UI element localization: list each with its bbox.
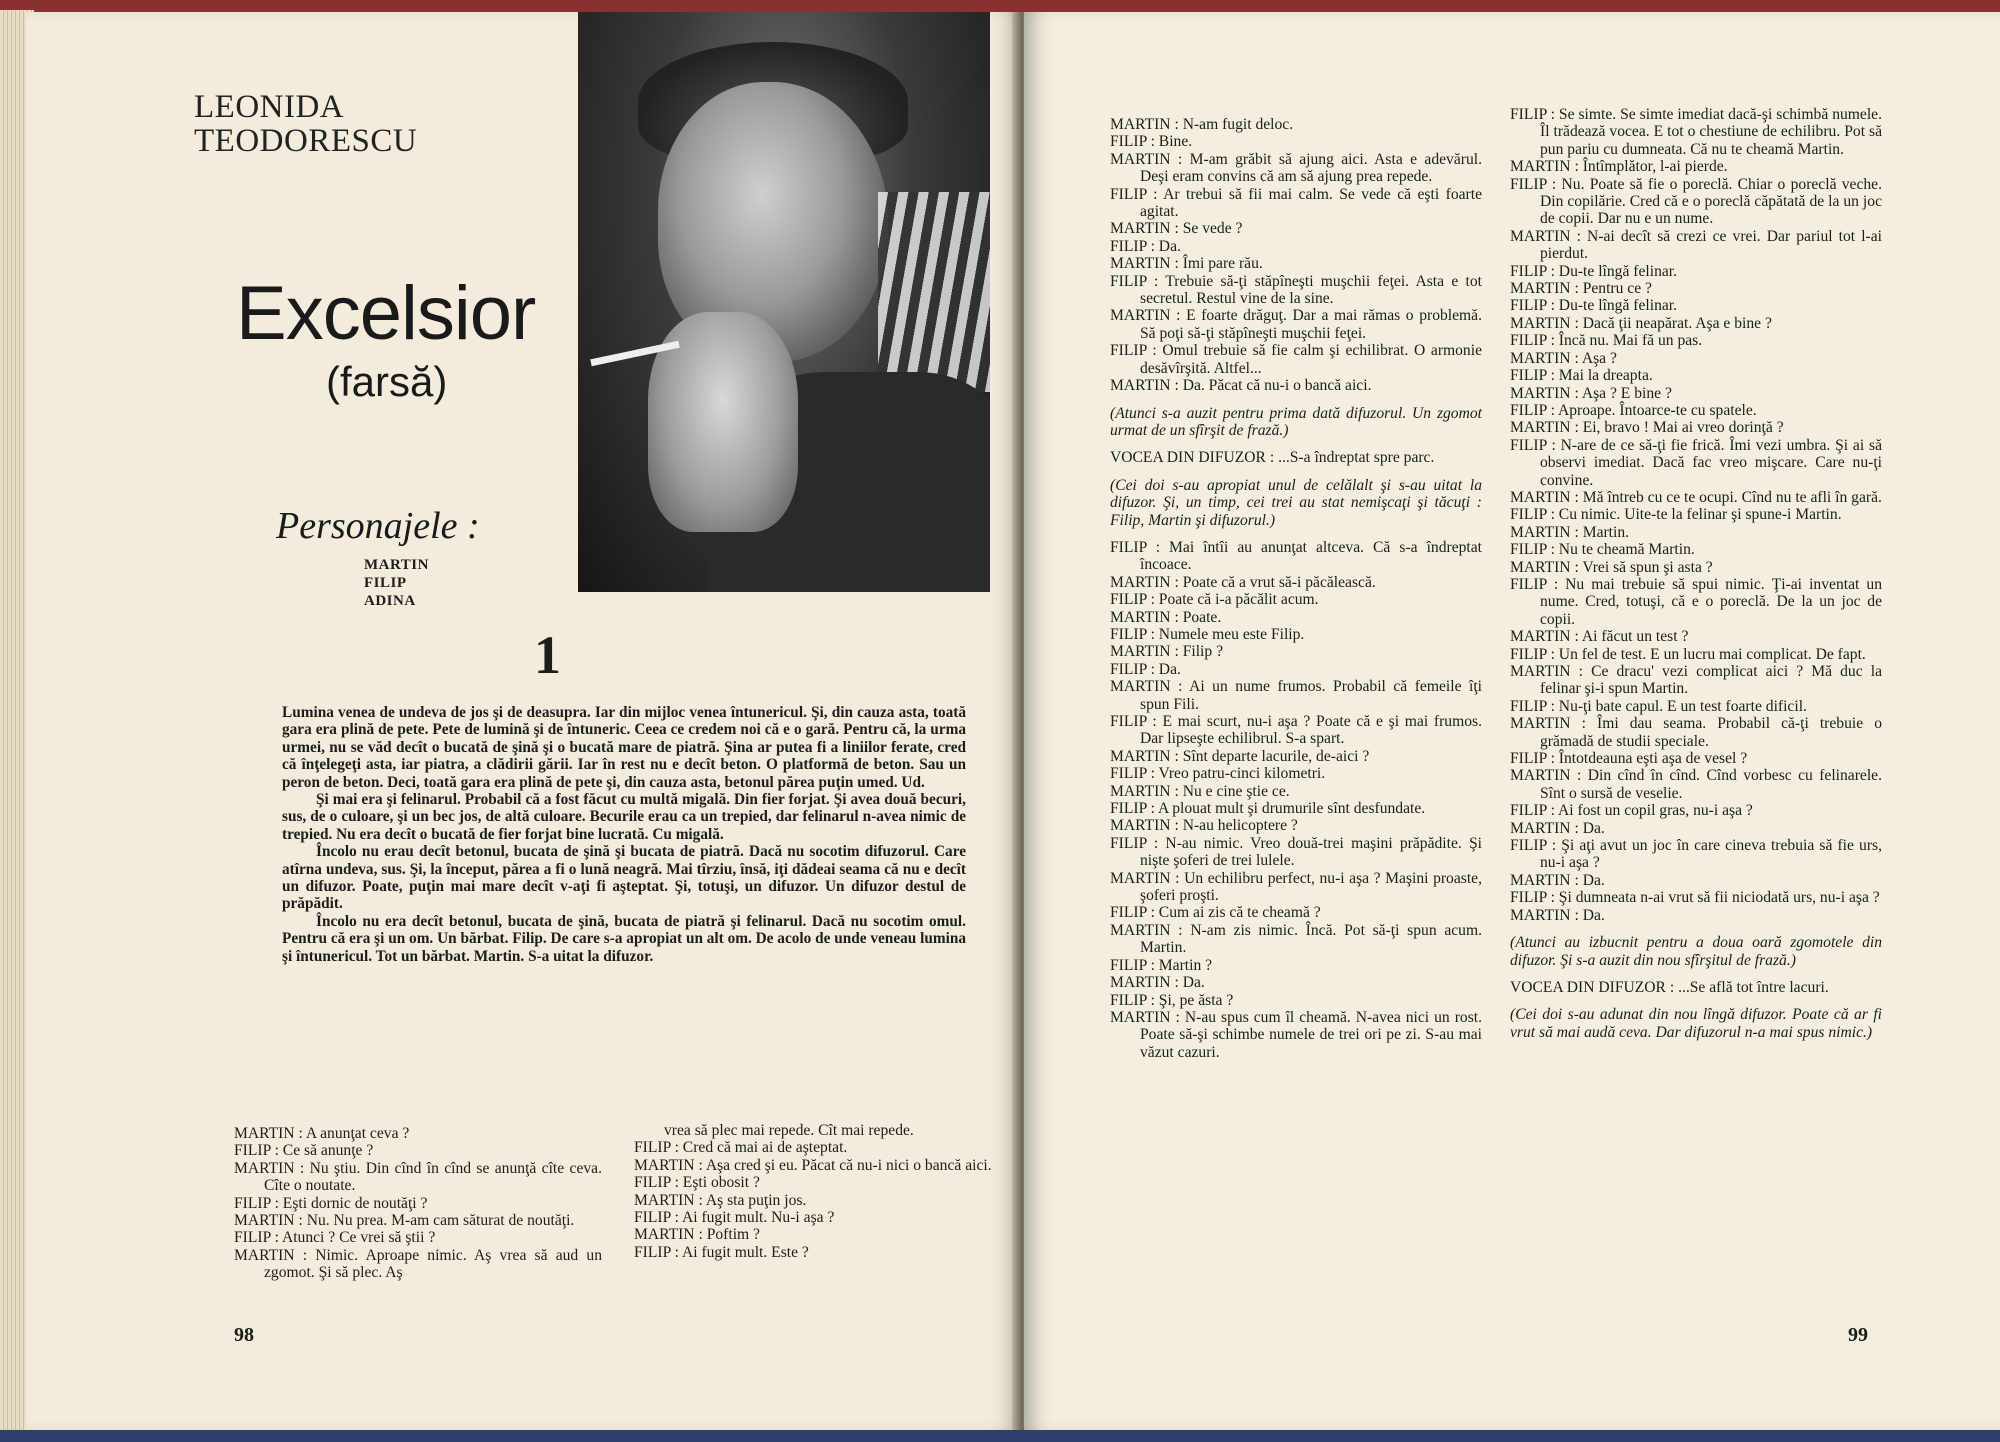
scene-narrative (282, 704, 966, 965)
dialogue-line: MARTIN : N-ai decît să crezi ce vrei. Dar pariul tot l-ai pierdut. (1510, 227, 1882, 263)
stage-direction: (Atunci s-a auzit pentru prima dată difuzorul. Un zgomot urmat de un sfîrşit de frază.) (1110, 404, 1482, 439)
narrative-paragraph: Şi mai era şi felinarul. Probabil că a fost făcut cu multă migală. Din fier forjat. Şi avea două becuri, sus, de o culoare, şi un bec jos, de altă culoare. Becurile erau ca un trepied, dar felinarul n-avea nimic de trepied. Nu era decît o bucată de fier forjat bine lucrată. Cu migală. (282, 791, 966, 843)
dialogue-line: MARTIN : Da. (1510, 906, 1605, 924)
dialogue-line: FILIP : Da. (1110, 660, 1181, 678)
author-first-name: LEONIDA (194, 89, 345, 125)
dialogue-line: FILIP : Cred că mai ai de aşteptat. (634, 1139, 848, 1157)
dialogue-line: FILIP : Nu-ţi bate capul. E un test foarte dificil. (1510, 697, 1807, 715)
dialogue-line: MARTIN : M-am grăbit să ajung aici. Asta e adevărul. Deşi eram convins că am să ajung prea repede. (1110, 150, 1482, 186)
dialogue-line: FILIP : Întotdeauna eşti aşa de vesel ? (1510, 750, 1748, 768)
dialogue-line: MARTIN : Poate că a vrut să-i păcălească. (1110, 573, 1376, 591)
dialogue-line: MARTIN : Ce dracu' vezi complicat aici ? Mă duc la felinar şi-i spun Martin. (1510, 663, 1882, 698)
stage-direction: (Atunci au izbucnit pentru a doua oară zgomotele din difuzor. Şi s-a auzit din nou sfîrşitul de frază.) (1510, 934, 1882, 969)
dialogue-line: MARTIN : Nimic. Aproape nimic. Aş vrea să aud un zgomot. Şi să plec. Aş (234, 1246, 602, 1282)
dialogue-line: FILIP : Ai fost un copil gras, nu-i aşa ? (1510, 802, 1753, 820)
dialogue-line: FILIP : Şi, pe ăsta ? (1110, 991, 1234, 1009)
dialogue-line: MARTIN : Din cînd în cînd. Cînd vorbesc cu felinarele. Sînt o sursă de veselie. (1510, 767, 1882, 802)
dialogue-line: MARTIN : Da. (1510, 819, 1605, 837)
dialogue-line: FILIP : Cum ai zis că te cheamă ? (1110, 904, 1321, 922)
play-title: Excelsior (236, 271, 536, 356)
dialogue-line: FILIP : Aproape. Întoarce-te cu spatele. (1510, 401, 1757, 419)
stage-direction: (Cei doi s-au apropiat unul de celălalt şi s-au uitat la difuzor. Şi, un timp, cei trei au stat nemişcaţi şi tăcuţi : Filip, Martin şi difuzorul.) (1110, 476, 1482, 529)
dialogue-line: FILIP : Cu nimic. Uite-te la felinar şi spune-i Martin. (1510, 506, 1842, 524)
dialogue-line: MARTIN : Aşa ? E bine ? (1510, 384, 1672, 402)
dialogue-line: FILIP : Un fel de test. E un lucru mai complicat. De fapt. (1510, 645, 1866, 663)
dialogue-line: FILIP : Omul trebuie să fie calm şi echilibrat. O armonie desăvîrşită. Altfel... (1110, 342, 1482, 377)
dialogue-line: FILIP : Eşti obosit ? (634, 1174, 760, 1192)
dialogue-line: MARTIN : N-am fugit deloc. (1110, 116, 1294, 133)
character-adina: ADINA (364, 593, 416, 609)
dialogue-line: FILIP : E mai scurt, nu-i aşa ? Poate că e şi mai frumos. Dar lipseşte echilibrul. S-a spart. (1110, 713, 1482, 748)
dialogue-column-left-1 (234, 1125, 602, 1282)
dialogue-line: MARTIN : N-au spus cum îl cheamă. N-avea nici un rost. Poate să-şi schimbe numele de trei ori pe zi. S-au mai văzut cazuri. (1110, 1008, 1482, 1061)
narrative-paragraph: Încolo nu era decît betonul, bucata de şină, bucata de piatră şi felinarul. Dacă nu socotim omul. Pentru că era şi un om. Un bărbat. Filip. De care s-a apropiat un alt om. De acolo de unde veneau lumina şi întunericul. Tot un bărbat. Martin. S-a uitat la difuzor. (282, 912, 966, 965)
dialogue-line: MARTIN : Nu e cine ştie ce. (1110, 782, 1290, 800)
author-name (194, 90, 417, 158)
dialogue-line: FILIP : Du-te lîngă felinar. (1510, 262, 1678, 280)
dialogue-line: FILIP : Mai la dreapta. (1510, 367, 1653, 385)
dialogue-line: vrea să plec mai repede. Cît mai repede. (664, 1122, 914, 1139)
dialogue-line: FILIP : Mai întîi au anunţat altceva. Că s-a îndreptat încoace. (1110, 538, 1482, 574)
character-martin: MARTIN (364, 557, 429, 573)
dialogue-line: MARTIN : Aşa ? (1510, 349, 1617, 367)
dialogue-line: MARTIN : E foarte drăguţ. Dar a mai rămas o problemă. Să poţi să-ţi stăpîneşti muşchii feţei. (1110, 307, 1482, 342)
voice-line: VOCEA DIN DIFUZOR : ...Se află tot între lacuri. (1510, 978, 1829, 996)
narrative-paragraph: Încolo nu erau decît betonul, bucata de şină şi bucata de piatră. Dacă nu socotim difuzorul. Care atîrna undeva, sus. Şi, la început, părea a fi o lună neagră. Mai tîrziu, însă, iţi dădeai seama că nu e decît un difuzor. Poate, puţin mai mare decît v-aţi fi aşteptat. Şi, totuşi, un difuzor. Un difuzor destul de prăpădit. (282, 843, 966, 913)
dialogue-line: MARTIN : Îmi pare rău. (1110, 255, 1263, 273)
dialogue-line: MARTIN : Da. Păcat că nu-i o bancă aici. (1110, 377, 1372, 395)
dialogue-line: MARTIN : Filip ? (1110, 643, 1223, 661)
author-last-name: TEODORESCU (194, 123, 418, 159)
dialogue-line: FILIP : N-are de ce să-ţi fie frică. Îmi vezi umbra. Şi ai să observi imediat. Dacă fac vreo mişcare. Care nu-ţi convine. (1510, 436, 1882, 489)
dialogue-line: FILIP : Ce să anunţe ? (234, 1142, 374, 1160)
dialogue-line: MARTIN : Se vede ? (1110, 220, 1243, 238)
dialogue-line: FILIP : Bine. (1110, 133, 1193, 151)
dialogue-line: FILIP : N-au nimic. Vreo două-trei maşini prăpădite. Şi nişte şoferi de trei lulele. (1110, 834, 1482, 870)
dialogue-line: FILIP : Du-te lîngă felinar. (1510, 297, 1678, 315)
dialogue-line: FILIP : Numele meu este Filip. (1110, 625, 1305, 643)
left-page (26, 12, 1020, 1430)
dialogue-line: FILIP : Încă nu. Mai fă un pas. (1510, 332, 1703, 350)
dialogue-line: FILIP : Eşti dornic de noutăţi ? (234, 1194, 428, 1212)
dialogue-line: MARTIN : Un echilibru perfect, nu-i aşa ? Maşini proaste, şoferi proşti. (1110, 869, 1482, 905)
dialogue-line: MARTIN : Ei, bravo ! Mai ai vreo dorinţă ? (1510, 419, 1784, 437)
dialogue-line: FILIP : Se simte. Se simte imediat dacă-şi schimbă numele. Îl trădează vocea. E tot o chestiune de echilibru. Pot să pun pariu cu dumneata. Că nu te cheamă Martin. (1510, 106, 1882, 158)
dialogue-line: FILIP : Ai fugit mult. Este ? (634, 1243, 809, 1261)
dialogue-column-right-1 (1110, 116, 1482, 1061)
dialogue-line: MARTIN : Da. (1510, 871, 1605, 889)
dialogue-column-left-2 (634, 1122, 1002, 1261)
dialogue-line: MARTIN : Poate. (1110, 608, 1222, 626)
dialogue-line: FILIP : Nu te cheamă Martin. (1510, 541, 1695, 559)
dialogue-line: MARTIN : Da. (1110, 974, 1205, 992)
photo-shirt (878, 192, 990, 392)
dialogue-line: MARTIN : N-am zis nimic. Încă. Pot să-ţi spun acum. Martin. (1110, 921, 1482, 957)
dialogue-line: FILIP : Vreo patru-cinci kilometri. (1110, 765, 1326, 783)
dialogue-line: MARTIN : Aş sta puţin jos. (634, 1191, 807, 1209)
dialogue-line: FILIP : Martin ? (1110, 956, 1213, 974)
narrative-paragraph: Lumina venea de undeva de jos şi de deasupra. Iar din mijloc venea întunericul. Şi, din cauza asta, toată gara era plină de pete. Pete de lumină şi de întuneric. Ceea ce credem noi că e o gară. Pentru că, la urma urmei, nu se văd decît o bucată de şină şi o bucată mare de piatră. Şina ar putea fi a liniilor ferate, cred că înţelegeţi asta, iar piatra, a clădirii gării. Iar în rest nu e decît beton. O platformă de beton. Sau un peron de beton. Deci, toată gara era plină de pete şi, din cauza asta, betonul părea puţin umed. Ud. (282, 704, 966, 791)
play-subtitle: (farsă) (326, 358, 448, 405)
dialogue-line: MARTIN : Vrei să spun şi asta ? (1510, 558, 1713, 576)
dialogue-line: MARTIN : Pentru ce ? (1510, 280, 1652, 298)
stage-direction: (Cei doi s-au adunat din nou lîngă difuzor. Poate că ar fi vrut să mai audă ceva. Dar difuzorul n-a mai spus nimic.) (1510, 1006, 1882, 1041)
dialogue-line: MARTIN : Întîmplător, l-ai pierde. (1510, 158, 1728, 176)
dialogue-line: FILIP : Trebuie să-ţi stăpîneşti muşchii feţei. Asta e tot secretul. Restul vine de la sine. (1110, 272, 1482, 308)
dialogue-line: FILIP : Şi dumneata n-ai vrut să fii niciodată urs, nu-i aşa ? (1510, 889, 1880, 907)
dialogue-line: FILIP : Şi aţi avut un joc în care cineva trebuia să fie urs, nu-i aşa ? (1510, 837, 1882, 872)
dialogue-line: MARTIN : A anunţat ceva ? (234, 1125, 410, 1142)
dialogue-line: FILIP : Poate că i-a păcălit acum. (1110, 591, 1319, 609)
dialogue-line: FILIP : Da. (1110, 237, 1181, 255)
dialogue-line: MARTIN : Poftim ? (634, 1226, 760, 1244)
dialogue-line: FILIP : A plouat mult şi drumurile sînt desfundate. (1110, 800, 1426, 818)
dialogue-line: MARTIN : Dacă ţii neapărat. Aşa e bine ? (1510, 314, 1772, 332)
character-list (364, 556, 429, 610)
dialogue-line: MARTIN : Îmi dau seama. Probabil că-ţi trebuie o grămadă de studii speciale. (1510, 715, 1882, 750)
dialogue-line: MARTIN : N-au helicoptere ? (1110, 817, 1298, 835)
dialogue-line: FILIP : Atunci ? Ce vrei să ştii ? (234, 1229, 436, 1247)
dialogue-column-right-2 (1510, 106, 1882, 1051)
dialogue-line: MARTIN : Ai un nume frumos. Probabil că femeile îţi spun Fili. (1110, 678, 1482, 713)
dialogue-line: FILIP : Ai fugit mult. Nu-i aşa ? (634, 1209, 835, 1227)
dialogue-line: MARTIN : Nu. Nu prea. M-am cam săturat de noutăţi. (234, 1212, 575, 1230)
page-number-left: 98 (234, 1324, 254, 1346)
dialogue-line: MARTIN : Sînt departe lacurile, de-aici ? (1110, 747, 1370, 765)
scene-number: 1 (534, 625, 561, 685)
voice-line: VOCEA DIN DIFUZOR : ...S-a îndreptat spre parc. (1110, 449, 1435, 467)
dialogue-line: FILIP : Nu. Poate să fie o poreclă. Chiar o poreclă veche. Din copilărie. Cred că e o poreclă căpătată de la un joc de copii. Dar nu e un nume. (1510, 175, 1882, 228)
dialogue-line: MARTIN : Aşa cred şi eu. Păcat că nu-i nici o bancă aici. (634, 1156, 992, 1174)
dialogue-line: FILIP : Ar trebui să fii mai calm. Se vede că eşti foarte agitat. (1110, 185, 1482, 221)
dialogue-line: FILIP : Nu mai trebuie să spui nimic. Ţi-ai inventat un nume. Cred, totuşi, că e o poreclă. De la un joc de copii. (1510, 575, 1882, 628)
author-photo (578, 12, 990, 592)
dialogue-line: MARTIN : Mă întreb cu ce te ocupi. Cînd nu te afli în gară. (1510, 488, 1882, 506)
characters-heading: Personajele : (276, 505, 480, 547)
dialogue-line: MARTIN : Ai făcut un test ? (1510, 628, 1689, 646)
page-number-right: 99 (1848, 1324, 1868, 1346)
dialogue-line: MARTIN : Nu ştiu. Din cînd în cînd se anunţă cîte ceva. Cîte o noutate. (234, 1159, 602, 1195)
dialogue-line: MARTIN : Martin. (1510, 523, 1630, 541)
character-filip: FILIP (364, 575, 407, 591)
